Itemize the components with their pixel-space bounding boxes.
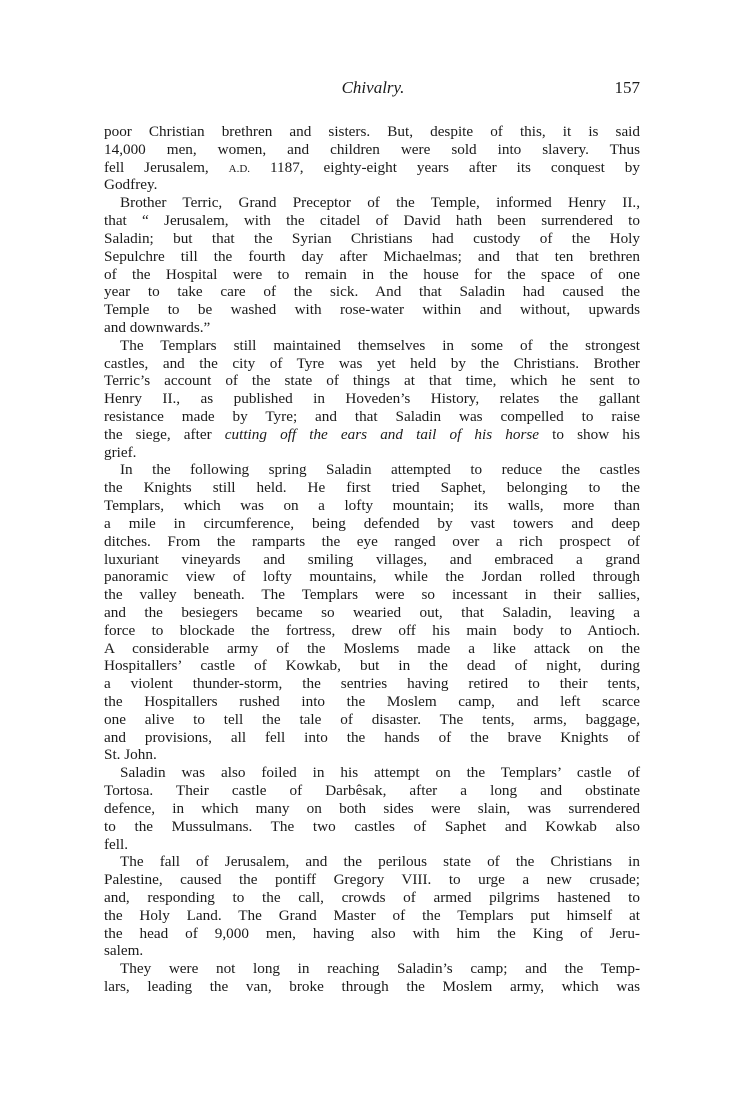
text-line: Saladin was also foiled in his attempt on the Templars’ castle of <box>120 764 640 782</box>
text-line: Tortosa. Their castle of Darbêsak, after a long and obstinate <box>104 782 640 800</box>
text-line: Sepulchre till the fourth day after Michaelmas; and that ten brethren <box>104 247 640 265</box>
text-line: fell. <box>104 835 129 853</box>
text-line: panoramic view of lofty mountains, while the Jordan rolled through <box>104 568 640 586</box>
page-header <box>106 78 640 102</box>
text-line: year to take care of the sick. And that Saladin had caused the <box>104 283 640 301</box>
text-line: Brother Terric, Grand Preceptor of the Temple, informed Henry II., <box>120 194 640 212</box>
text-line: Temple to be washed with rose-water within and without, upwards <box>104 301 640 319</box>
text-line: Templars, which was on a lofty mountain; its walls, more than <box>104 497 640 515</box>
text-line: A considerable army of the Moslems made a like attack on the <box>104 639 640 657</box>
page-number: 157 <box>614 78 640 97</box>
text-line: to the Mussulmans. The two castles of Saphet and Kowkab also <box>104 817 640 835</box>
text-line: The fall of Jerusalem, and the perilous state of the Christians in <box>120 853 640 871</box>
text-line: one alive to tell the tale of disaster. The tents, arms, baggage, <box>104 710 640 728</box>
text-line: the Hospitallers rushed into the Moslem camp, and left scarce <box>104 693 640 710</box>
small-caps-abbrev: A.D. <box>228 162 251 175</box>
text-line: force to blockade the fortress, drew off his main body to Antioch. <box>104 621 640 639</box>
text-line: They were not long in reaching Saladin’s camp; and the Temp- <box>120 960 640 978</box>
running-title: Chivalry. <box>341 78 405 97</box>
text-line: and provisions, all fell into the hands of the brave Knights of <box>104 728 640 746</box>
text-line: resistance made by Tyre; and that Saladin was compelled to raise <box>104 408 640 425</box>
text-line: the head of 9,000 men, having also with him the King of Jeru- <box>104 924 640 942</box>
text-line: grief. <box>104 443 137 461</box>
text-line: the valley beneath. The Templars were so incessant in their sallies, <box>104 586 640 604</box>
text-line: Saladin; but that the Syrian Christians had custody of the Holy <box>104 229 640 247</box>
text-line: lars, leading the van, broke through the Moslem army, which was <box>104 978 640 995</box>
text-line: St. John. <box>104 746 157 764</box>
text-line: Hospitallers’ castle of Kowkab, but in the dead of night, during <box>104 657 640 675</box>
text-line: and, responding to the call, crowds of armed pilgrims hastened to <box>104 888 640 906</box>
text-line: castles, and the city of Tyre was yet held by the Christians. Brother <box>104 354 640 372</box>
text-line: ditches. From the ramparts the eye ranged over a rich prospect of <box>104 532 640 550</box>
text-line: salem. <box>104 942 144 960</box>
text-line: the siege, after cutting off the ears and tail of his horse to show his <box>104 425 641 443</box>
text-line: fell Jerusalem, A.D. 1187, eighty-eight years after its conquest by <box>104 158 640 176</box>
text-line: of the Hospital were to remain in the house for the space of one <box>104 265 640 283</box>
text-line: a mile in circumference, being defended by vast towers and deep <box>104 514 640 532</box>
text-line: In the following spring Saladin attempted to reduce the castles <box>120 461 640 479</box>
text-line: luxuriant vineyards and smiling villages, and embraced a grand <box>104 550 640 568</box>
text-line: and downwards.” <box>104 318 211 336</box>
text-line: 14,000 men, women, and children were sold into slavery. Thus <box>104 140 640 158</box>
text-line: The Templars still maintained themselves in some of the strongest <box>120 336 640 354</box>
italic-phrase: cutting off the ears and tail of his horse <box>224 425 540 443</box>
text-line: defence, in which many on both sides were slain, was surrendered <box>104 799 640 817</box>
text-line: the Holy Land. The Grand Master of the Templars put himself at <box>104 906 640 924</box>
text-line: Godfrey. <box>104 176 158 194</box>
text-line: Palestine, caused the pontiff Gregory VIII. to urge a new crusade; <box>104 871 640 889</box>
text-line: Henry II., as published in Hoveden’s History, relates the gallant <box>104 390 640 408</box>
text-line: that “ Jerusalem, with the citadel of David hath been surrendered to <box>104 212 640 230</box>
text-line: poor Christian brethren and sisters. But, despite of this, it is said <box>104 123 640 140</box>
text-line: a violent thunder-storm, the sentries having retired to their tents, <box>104 675 640 693</box>
text-line: the Knights still held. He first tried Saphet, belonging to the <box>104 479 640 497</box>
text-line: Terric’s account of the state of things at that time, which he sent to <box>104 372 640 390</box>
body-text <box>104 123 640 996</box>
text-line: and the besiegers became so wearied out, that Saladin, leaving a <box>104 603 640 621</box>
